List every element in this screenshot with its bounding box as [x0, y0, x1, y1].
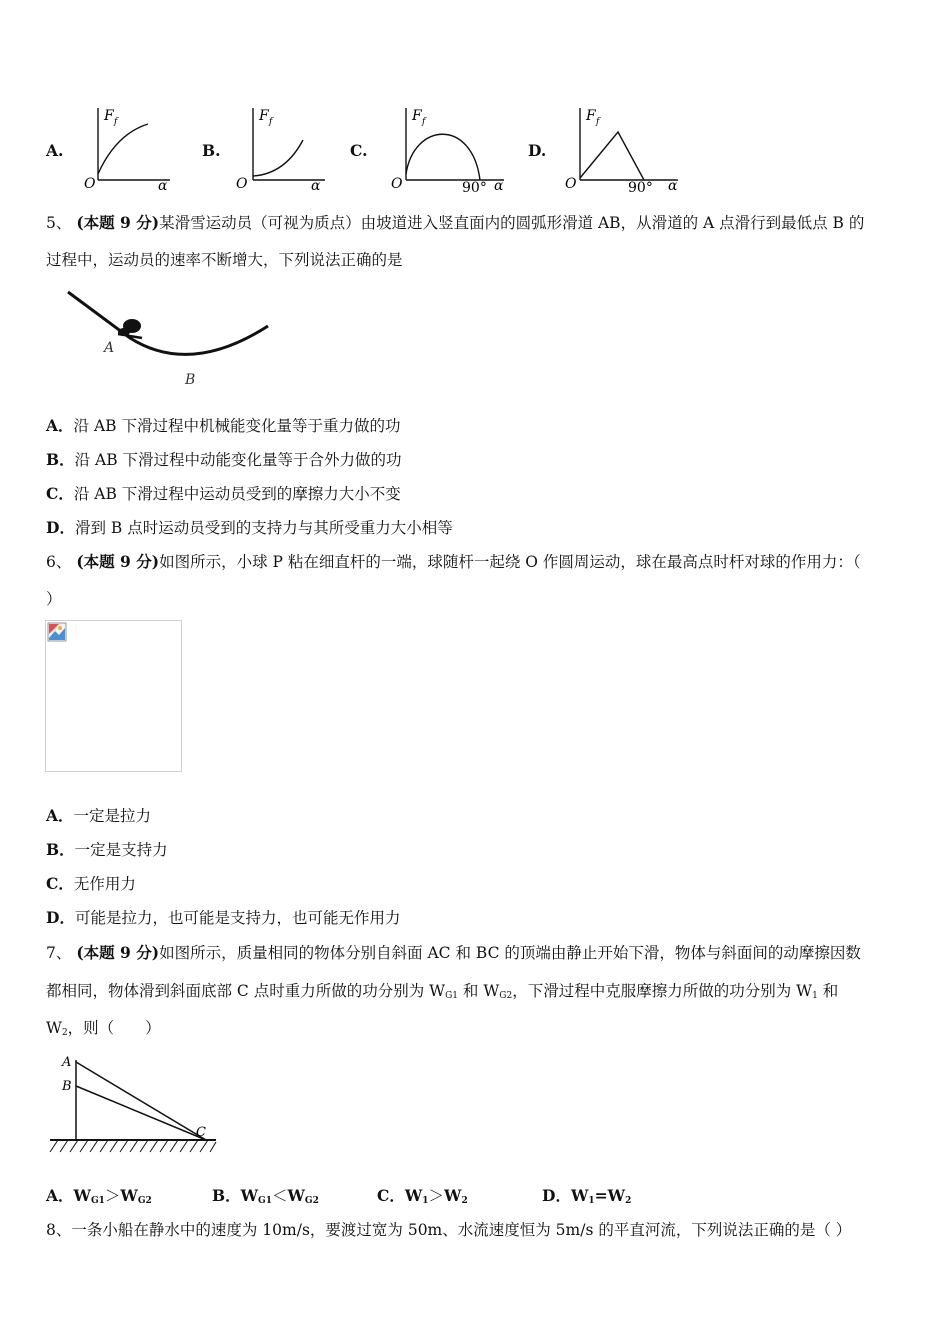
- q7-option-d[interactable]: [542, 1186, 631, 1211]
- q6-option-a-label: A．: [46, 806, 74, 825]
- x-axis-label: α: [668, 178, 678, 194]
- x-axis-label: α: [311, 178, 321, 194]
- q7-sub-g2: G2: [499, 991, 513, 1001]
- q5-option-b[interactable]: [46, 450, 402, 470]
- q7-option-c-label: C．: [377, 1186, 405, 1205]
- point-c-label: C: [196, 1125, 206, 1140]
- q7-option-b-s1: G1: [258, 1196, 272, 1206]
- q8-number: 8、: [46, 1221, 72, 1239]
- q5-text-line1: 某滑雪运动员（可视为质点）由坡道进入竖直面内的圆弧形滑道 AB，从滑道的 A 点滑行到最低点 B 的: [159, 214, 865, 232]
- q6-stem-line1: [46, 552, 861, 572]
- q7-score: (本题 9 分): [76, 943, 160, 962]
- q5-text-line2: 过程中，运动员的速率不断增大，下列说法正确的是: [46, 251, 403, 269]
- q6-option-b[interactable]: [46, 840, 168, 860]
- q7-text-line1: 如图所示，质量相同的物体分别自斜面 AC 和 BC 的顶端由静止开始下滑，物体与斜面间的动摩擦因数: [159, 944, 861, 962]
- origin-label: O: [391, 176, 403, 192]
- q6-text-line1: 如图所示，小球 P 粘在细直杆的一端，球随杆一起绕 O 作圆周运动，球在最高点时杆对球的作用力：（: [159, 553, 861, 571]
- q6-option-d-text: 可能是拉力，也可能是支持力，也可能无作用力: [74, 909, 401, 927]
- q7-option-a-s1: G1: [90, 1196, 105, 1206]
- q4-option-b-label[interactable]: B.: [202, 141, 221, 160]
- q6-option-c-label: C．: [46, 874, 74, 893]
- point-a-label: A: [62, 1055, 72, 1070]
- q5-option-c-text: 沿 AB 下滑过程中运动员受到的摩擦力大小不变: [73, 485, 401, 503]
- y-axis-label: F: [104, 108, 114, 124]
- q8-stem: [46, 1220, 851, 1240]
- q7-stem-line2: [46, 981, 838, 1006]
- y-axis-label: F: [259, 108, 269, 124]
- y-axis-sub: f: [422, 117, 426, 127]
- q7-option-a-w1: W: [73, 1186, 91, 1205]
- q6-option-d[interactable]: [46, 908, 400, 928]
- q4-option-d-label[interactable]: D.: [528, 141, 547, 160]
- q7-option-d-w2: W: [607, 1186, 626, 1205]
- q8-text: 一条小船在静水中的速度为 10m/s，要渡过宽为 50m、水流速度恒为 5m/s 的平直河流，下列说法正确的是（ ）: [71, 1221, 852, 1239]
- q7-option-c[interactable]: [377, 1186, 468, 1211]
- origin-label: O: [236, 176, 248, 192]
- q7-line3-part-a: W: [46, 1019, 62, 1037]
- q7-option-b-label: B．: [212, 1186, 241, 1205]
- q7-option-a-label: A．: [46, 1186, 74, 1205]
- q6-option-c[interactable]: [46, 874, 136, 894]
- q7-option-a-s2: G2: [137, 1196, 152, 1206]
- q6-option-d-label: D．: [46, 908, 75, 927]
- q6-number: 6、: [46, 553, 72, 571]
- q5-stem-line1: [46, 213, 864, 233]
- q5-option-d-text: 滑到 B 点时运动员受到的支持力与其所受重力大小相等: [74, 519, 453, 537]
- q5-ski-figure: [60, 286, 280, 394]
- q5-option-a-label: A．: [46, 416, 74, 435]
- q7-line2-part-d: 和: [817, 982, 839, 1000]
- q7-option-a-w2: W: [120, 1186, 138, 1205]
- skier-icon: [118, 319, 142, 338]
- q7-option-d-label: D．: [542, 1186, 571, 1205]
- q7-option-d-s1: 1: [588, 1196, 595, 1206]
- q5-option-a-text: 沿 AB 下滑过程中机械能变化量等于重力做的功: [73, 417, 401, 435]
- q5-option-c[interactable]: [46, 484, 401, 504]
- angle-label: 90°: [628, 180, 653, 194]
- q7-option-c-w1: W: [404, 1186, 423, 1205]
- point-b-label: B: [62, 1079, 72, 1094]
- x-axis-label: α: [494, 178, 504, 194]
- q6-text-line2: ）: [46, 590, 62, 608]
- q6-option-a-text: 一定是拉力: [73, 807, 152, 825]
- y-axis-sub: f: [269, 117, 273, 127]
- origin-label: O: [84, 176, 96, 192]
- q5-option-b-label: B．: [46, 450, 75, 469]
- point-b-label: B: [185, 372, 196, 388]
- q6-option-b-label: B．: [46, 840, 75, 859]
- q7-line2-part-a: 都相同，物体滑到斜面底部 C 点时重力所做的功分别为 W: [46, 982, 446, 1000]
- q6-score: (本题 9 分): [76, 552, 160, 571]
- q7-option-d-w1: W: [570, 1186, 589, 1205]
- y-axis-sub: f: [114, 117, 118, 127]
- q7-number: 7、: [46, 944, 72, 962]
- q7-option-c-s2: 2: [461, 1196, 468, 1206]
- angle-label: 90°: [462, 180, 487, 194]
- q7-option-a-op: ＞: [104, 1187, 121, 1205]
- q7-option-b-op: ＜: [271, 1187, 288, 1205]
- q7-sub-2: 2: [61, 1028, 68, 1038]
- q7-option-d-op: =: [594, 1186, 608, 1205]
- q4-graph-b: [233, 102, 333, 194]
- y-axis-label: F: [412, 108, 422, 124]
- q5-number: 5、: [46, 214, 72, 232]
- q7-option-c-s1: 1: [422, 1196, 429, 1206]
- point-a-label: A: [104, 340, 115, 356]
- q4-option-a-label[interactable]: A.: [46, 141, 64, 160]
- q4-graph-c: [386, 102, 512, 194]
- q7-line2-part-b: 和 W: [458, 982, 500, 1000]
- q5-option-d-label: D．: [46, 518, 75, 537]
- q7-option-c-op: ＞: [428, 1187, 445, 1205]
- q5-option-d[interactable]: [46, 518, 453, 538]
- q6-missing-figure: [45, 620, 182, 772]
- origin-label: O: [565, 176, 577, 192]
- q5-option-c-label: C．: [46, 484, 74, 503]
- q7-sub-1: 1: [812, 991, 818, 1001]
- q6-option-a[interactable]: [46, 806, 151, 826]
- y-axis-sub: f: [596, 117, 600, 127]
- q7-option-a[interactable]: [46, 1186, 152, 1211]
- q7-incline-figure: [48, 1050, 224, 1158]
- q5-option-a[interactable]: [46, 416, 400, 436]
- q4-graph-a: [78, 102, 178, 194]
- q7-line3-part-b: ，则（ ）: [67, 1019, 161, 1037]
- q7-option-b-s2: G2: [304, 1196, 319, 1206]
- broken-image-icon: [47, 622, 67, 642]
- q4-option-c-label[interactable]: C.: [350, 141, 368, 160]
- q7-option-c-w2: W: [444, 1186, 462, 1205]
- y-axis-label: F: [586, 108, 596, 124]
- q7-sub-g1: G1: [445, 991, 458, 1001]
- q6-option-b-text: 一定是支持力: [74, 841, 168, 859]
- x-axis-label: α: [158, 178, 168, 194]
- q5-option-b-text: 沿 AB 下滑过程中动能变化量等于合外力做的功: [74, 451, 402, 469]
- q4-graph-d: [560, 102, 686, 194]
- q5-score: (本题 9 分): [76, 213, 160, 232]
- q7-line2-part-c: ，下滑过程中克服摩擦力所做的功分别为 W: [512, 982, 813, 1000]
- q7-option-d-s2: 2: [625, 1196, 632, 1206]
- q7-stem-line3: [46, 1018, 161, 1043]
- q7-option-b-w2: W: [287, 1186, 305, 1205]
- q7-stem-line1: [46, 943, 861, 963]
- q7-option-b-w1: W: [240, 1186, 259, 1205]
- q6-option-c-text: 无作用力: [73, 875, 136, 893]
- q7-option-b[interactable]: [212, 1186, 319, 1211]
